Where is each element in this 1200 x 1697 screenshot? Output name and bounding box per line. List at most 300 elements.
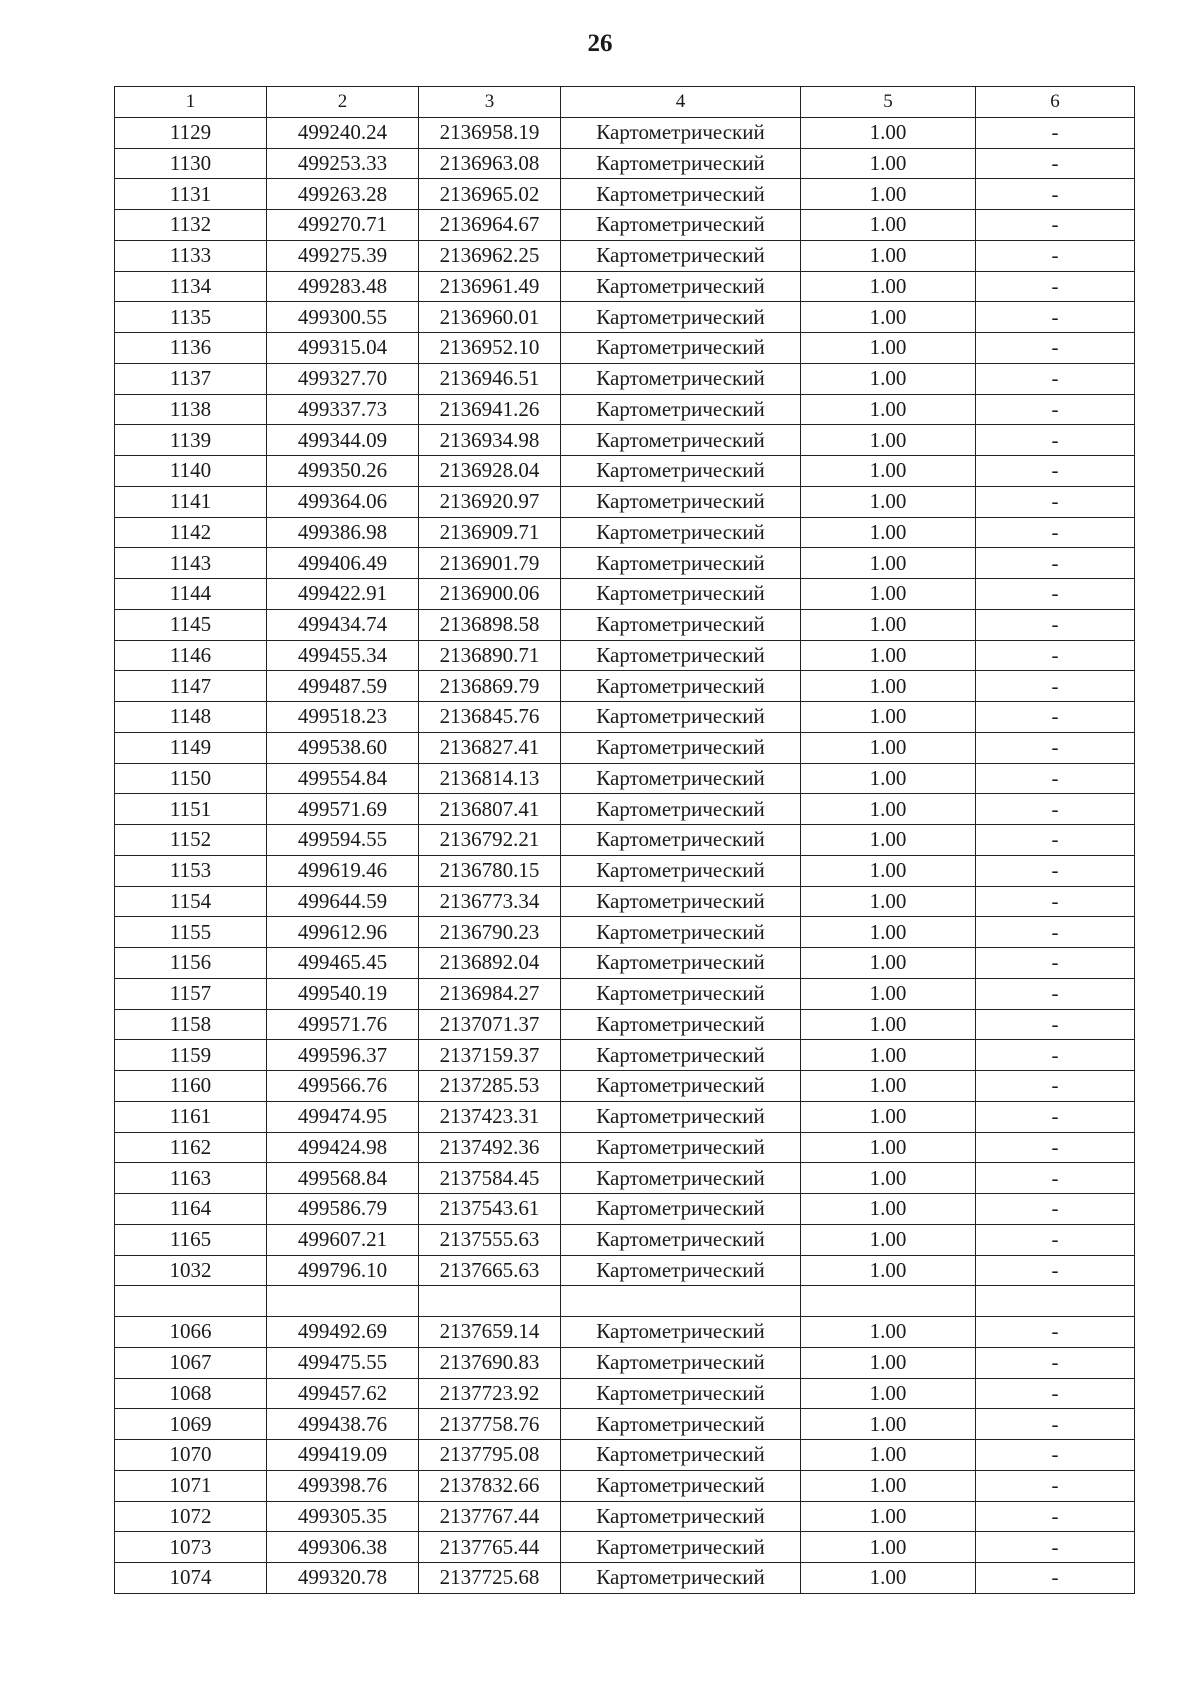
method-cell: Картометрический — [561, 148, 801, 179]
x-coordinate-cell: 499337.73 — [267, 394, 419, 425]
point-number-cell: 1163 — [115, 1163, 267, 1194]
method-cell: Картометрический — [561, 548, 801, 579]
accuracy-cell: 1.00 — [801, 456, 976, 487]
method-cell: Картометрический — [561, 732, 801, 763]
method-cell: Картометрический — [561, 363, 801, 394]
table-row — [115, 794, 1135, 825]
table-row — [115, 240, 1135, 271]
y-coordinate-cell: 2137071.37 — [419, 1009, 561, 1040]
x-coordinate-cell: 499594.55 — [267, 825, 419, 856]
description-cell: - — [976, 1163, 1135, 1194]
accuracy-cell: 1.00 — [801, 1194, 976, 1225]
x-coordinate-cell: 499566.76 — [267, 1071, 419, 1102]
table-row — [115, 609, 1135, 640]
method-cell: Картометрический — [561, 640, 801, 671]
page-number: 26 — [587, 30, 613, 57]
accuracy-cell: 1.00 — [801, 486, 976, 517]
y-coordinate-cell: 2137767.44 — [419, 1501, 561, 1532]
description-cell: - — [976, 948, 1135, 979]
y-coordinate-cell: 2136958.19 — [419, 117, 561, 148]
y-coordinate-cell: 2136963.08 — [419, 148, 561, 179]
y-coordinate-cell — [419, 1286, 561, 1317]
table-row — [115, 978, 1135, 1009]
y-coordinate-cell: 2137492.36 — [419, 1132, 561, 1163]
y-coordinate-cell: 2137795.08 — [419, 1440, 561, 1471]
point-number-cell: 1146 — [115, 640, 267, 671]
description-cell: - — [976, 1501, 1135, 1532]
x-coordinate-cell: 499571.69 — [267, 794, 419, 825]
point-number-cell: 1072 — [115, 1501, 267, 1532]
column-header-4: 4 — [561, 87, 801, 118]
point-number-cell: 1151 — [115, 794, 267, 825]
description-cell: - — [976, 148, 1135, 179]
method-cell: Картометрический — [561, 333, 801, 364]
description-cell: - — [976, 609, 1135, 640]
accuracy-cell: 1.00 — [801, 1440, 976, 1471]
point-number-cell: 1131 — [115, 179, 267, 210]
accuracy-cell: 1.00 — [801, 1163, 976, 1194]
table-row — [115, 1132, 1135, 1163]
x-coordinate-cell: 499586.79 — [267, 1194, 419, 1225]
table-row — [115, 1317, 1135, 1348]
y-coordinate-cell: 2136773.34 — [419, 886, 561, 917]
table-header-row — [115, 87, 1135, 118]
x-coordinate-cell: 499596.37 — [267, 1040, 419, 1071]
accuracy-cell: 1.00 — [801, 917, 976, 948]
x-coordinate-cell: 499644.59 — [267, 886, 419, 917]
y-coordinate-cell: 2136964.67 — [419, 210, 561, 241]
accuracy-cell: 1.00 — [801, 148, 976, 179]
x-coordinate-cell: 499538.60 — [267, 732, 419, 763]
point-number-cell: 1132 — [115, 210, 267, 241]
description-cell: - — [976, 825, 1135, 856]
y-coordinate-cell: 2136901.79 — [419, 548, 561, 579]
description-cell: - — [976, 1378, 1135, 1409]
description-cell: - — [976, 794, 1135, 825]
table-row — [115, 210, 1135, 241]
method-cell: Картометрический — [561, 271, 801, 302]
description-cell: - — [976, 117, 1135, 148]
point-number-cell: 1136 — [115, 333, 267, 364]
column-header-1: 1 — [115, 87, 267, 118]
x-coordinate-cell: 499796.10 — [267, 1255, 419, 1286]
point-number-cell: 1070 — [115, 1440, 267, 1471]
x-coordinate-cell: 499607.21 — [267, 1224, 419, 1255]
x-coordinate-cell: 499350.26 — [267, 456, 419, 487]
y-coordinate-cell: 2137543.61 — [419, 1194, 561, 1225]
table-row — [115, 148, 1135, 179]
method-cell: Картометрический — [561, 1101, 801, 1132]
method-cell: Картометрический — [561, 240, 801, 271]
y-coordinate-cell: 2137725.68 — [419, 1563, 561, 1594]
point-number-cell: 1139 — [115, 425, 267, 456]
accuracy-cell: 1.00 — [801, 1347, 976, 1378]
x-coordinate-cell: 499475.55 — [267, 1347, 419, 1378]
y-coordinate-cell: 2136962.25 — [419, 240, 561, 271]
table-row — [115, 763, 1135, 794]
method-cell: Картометрический — [561, 1132, 801, 1163]
table-row — [115, 517, 1135, 548]
point-number-cell: 1162 — [115, 1132, 267, 1163]
x-coordinate-cell: 499434.74 — [267, 609, 419, 640]
x-coordinate-cell: 499487.59 — [267, 671, 419, 702]
y-coordinate-cell: 2136965.02 — [419, 179, 561, 210]
y-coordinate-cell: 2137555.63 — [419, 1224, 561, 1255]
description-cell: - — [976, 179, 1135, 210]
method-cell: Картометрический — [561, 579, 801, 610]
description-cell: - — [976, 486, 1135, 517]
method-cell: Картометрический — [561, 671, 801, 702]
table-row — [115, 1163, 1135, 1194]
description-cell: - — [976, 1440, 1135, 1471]
accuracy-cell: 1.00 — [801, 1378, 976, 1409]
accuracy-cell: 1.00 — [801, 333, 976, 364]
column-header-6: 6 — [976, 87, 1135, 118]
x-coordinate-cell: 499406.49 — [267, 548, 419, 579]
description-cell: - — [976, 732, 1135, 763]
y-coordinate-cell: 2137423.31 — [419, 1101, 561, 1132]
y-coordinate-cell: 2136946.51 — [419, 363, 561, 394]
point-number-cell: 1067 — [115, 1347, 267, 1378]
x-coordinate-cell: 499253.33 — [267, 148, 419, 179]
description-cell: - — [976, 333, 1135, 364]
accuracy-cell: 1.00 — [801, 271, 976, 302]
accuracy-cell: 1.00 — [801, 1501, 976, 1532]
description-cell: - — [976, 394, 1135, 425]
point-number-cell: 1161 — [115, 1101, 267, 1132]
point-number-cell: 1150 — [115, 763, 267, 794]
table-row — [115, 640, 1135, 671]
description-cell: - — [976, 548, 1135, 579]
accuracy-cell: 1.00 — [801, 609, 976, 640]
accuracy-cell: 1.00 — [801, 640, 976, 671]
accuracy-cell: 1.00 — [801, 179, 976, 210]
table-row — [115, 486, 1135, 517]
point-number-cell: 1147 — [115, 671, 267, 702]
table-row — [115, 1286, 1135, 1317]
table-row — [115, 1101, 1135, 1132]
table-row — [115, 1563, 1135, 1594]
x-coordinate-cell: 499386.98 — [267, 517, 419, 548]
y-coordinate-cell: 2136961.49 — [419, 271, 561, 302]
x-coordinate-cell: 499306.38 — [267, 1532, 419, 1563]
accuracy-cell: 1.00 — [801, 548, 976, 579]
point-number-cell: 1134 — [115, 271, 267, 302]
table-body — [115, 117, 1135, 1593]
description-cell: - — [976, 363, 1135, 394]
accuracy-cell: 1.00 — [801, 363, 976, 394]
table-row — [115, 1440, 1135, 1471]
description-cell: - — [976, 1101, 1135, 1132]
method-cell: Картометрический — [561, 886, 801, 917]
x-coordinate-cell: 499619.46 — [267, 855, 419, 886]
accuracy-cell: 1.00 — [801, 210, 976, 241]
method-cell: Картометрический — [561, 394, 801, 425]
table-row — [115, 825, 1135, 856]
x-coordinate-cell: 499344.09 — [267, 425, 419, 456]
description-cell: - — [976, 579, 1135, 610]
point-number-cell: 1142 — [115, 517, 267, 548]
point-number-cell: 1141 — [115, 486, 267, 517]
accuracy-cell: 1.00 — [801, 763, 976, 794]
y-coordinate-cell: 2137665.63 — [419, 1255, 561, 1286]
y-coordinate-cell: 2136941.26 — [419, 394, 561, 425]
description-cell: - — [976, 1532, 1135, 1563]
method-cell: Картометрический — [561, 855, 801, 886]
method-cell: Картометрический — [561, 1040, 801, 1071]
y-coordinate-cell: 2137584.45 — [419, 1163, 561, 1194]
description-cell: - — [976, 1317, 1135, 1348]
accuracy-cell: 1.00 — [801, 1071, 976, 1102]
table-row — [115, 1409, 1135, 1440]
method-cell: Картометрический — [561, 948, 801, 979]
table-row — [115, 117, 1135, 148]
table-row — [115, 1470, 1135, 1501]
x-coordinate-cell: 499315.04 — [267, 333, 419, 364]
method-cell: Картометрический — [561, 1163, 801, 1194]
point-number-cell: 1159 — [115, 1040, 267, 1071]
method-cell: Картометрический — [561, 1255, 801, 1286]
y-coordinate-cell: 2136869.79 — [419, 671, 561, 702]
description-cell: - — [976, 210, 1135, 241]
accuracy-cell: 1.00 — [801, 1532, 976, 1563]
description-cell: - — [976, 671, 1135, 702]
description-cell: - — [976, 1470, 1135, 1501]
accuracy-cell: 1.00 — [801, 671, 976, 702]
method-cell: Картометрический — [561, 825, 801, 856]
method-cell: Картометрический — [561, 1009, 801, 1040]
y-coordinate-cell: 2136780.15 — [419, 855, 561, 886]
method-cell: Картометрический — [561, 1071, 801, 1102]
description-cell: - — [976, 425, 1135, 456]
method-cell: Картометрический — [561, 978, 801, 1009]
point-number-cell: 1153 — [115, 855, 267, 886]
accuracy-cell: 1.00 — [801, 1132, 976, 1163]
x-coordinate-cell: 499398.76 — [267, 1470, 419, 1501]
description-cell: - — [976, 1071, 1135, 1102]
table-row — [115, 1255, 1135, 1286]
description-cell: - — [976, 1009, 1135, 1040]
point-number-cell: 1144 — [115, 579, 267, 610]
y-coordinate-cell: 2136890.71 — [419, 640, 561, 671]
accuracy-cell: 1.00 — [801, 1563, 976, 1594]
point-number-cell: 1145 — [115, 609, 267, 640]
point-number-cell: 1138 — [115, 394, 267, 425]
description-cell: - — [976, 1194, 1135, 1225]
table-row — [115, 1040, 1135, 1071]
x-coordinate-cell: 499540.19 — [267, 978, 419, 1009]
method-cell: Картометрический — [561, 486, 801, 517]
y-coordinate-cell: 2136814.13 — [419, 763, 561, 794]
x-coordinate-cell: 499518.23 — [267, 702, 419, 733]
y-coordinate-cell: 2136900.06 — [419, 579, 561, 610]
x-coordinate-cell: 499571.76 — [267, 1009, 419, 1040]
point-number-cell: 1130 — [115, 148, 267, 179]
x-coordinate-cell: 499240.24 — [267, 117, 419, 148]
method-cell: Картометрический — [561, 1532, 801, 1563]
x-coordinate-cell: 499263.28 — [267, 179, 419, 210]
method-cell: Картометрический — [561, 1440, 801, 1471]
point-number-cell: 1066 — [115, 1317, 267, 1348]
table-row — [115, 917, 1135, 948]
column-header-2: 2 — [267, 87, 419, 118]
point-number-cell: 1137 — [115, 363, 267, 394]
table-row — [115, 1378, 1135, 1409]
method-cell: Картометрический — [561, 609, 801, 640]
y-coordinate-cell: 2137159.37 — [419, 1040, 561, 1071]
method-cell: Картометрический — [561, 1224, 801, 1255]
point-number-cell: 1148 — [115, 702, 267, 733]
accuracy-cell: 1.00 — [801, 1101, 976, 1132]
accuracy-cell: 1.00 — [801, 394, 976, 425]
table-row — [115, 394, 1135, 425]
description-cell: - — [976, 855, 1135, 886]
description-cell: - — [976, 1563, 1135, 1594]
accuracy-cell: 1.00 — [801, 240, 976, 271]
description-cell: - — [976, 240, 1135, 271]
table-row — [115, 548, 1135, 579]
y-coordinate-cell: 2136960.01 — [419, 302, 561, 333]
accuracy-cell: 1.00 — [801, 117, 976, 148]
description-cell: - — [976, 1347, 1135, 1378]
table-row — [115, 886, 1135, 917]
table-row — [115, 1224, 1135, 1255]
column-header-3: 3 — [419, 87, 561, 118]
accuracy-cell: 1.00 — [801, 732, 976, 763]
y-coordinate-cell: 2137690.83 — [419, 1347, 561, 1378]
method-cell: Картометрический — [561, 1409, 801, 1440]
description-cell: - — [976, 1040, 1135, 1071]
x-coordinate-cell: 499457.62 — [267, 1378, 419, 1409]
point-number-cell: 1074 — [115, 1563, 267, 1594]
accuracy-cell: 1.00 — [801, 517, 976, 548]
point-number-cell: 1157 — [115, 978, 267, 1009]
method-cell: Картометрический — [561, 1470, 801, 1501]
x-coordinate-cell: 499438.76 — [267, 1409, 419, 1440]
table-row — [115, 333, 1135, 364]
method-cell: Картометрический — [561, 517, 801, 548]
point-number-cell — [115, 1286, 267, 1317]
description-cell: - — [976, 302, 1135, 333]
point-number-cell: 1149 — [115, 732, 267, 763]
description-cell: - — [976, 1132, 1135, 1163]
point-number-cell: 1154 — [115, 886, 267, 917]
accuracy-cell: 1.00 — [801, 1009, 976, 1040]
y-coordinate-cell: 2136898.58 — [419, 609, 561, 640]
point-number-cell: 1032 — [115, 1255, 267, 1286]
table-row — [115, 1501, 1135, 1532]
point-number-cell: 1071 — [115, 1470, 267, 1501]
coordinates-table — [114, 86, 1135, 1594]
y-coordinate-cell: 2136845.76 — [419, 702, 561, 733]
method-cell: Картометрический — [561, 302, 801, 333]
table-row — [115, 179, 1135, 210]
point-number-cell: 1068 — [115, 1378, 267, 1409]
y-coordinate-cell: 2136790.23 — [419, 917, 561, 948]
table-row — [115, 1071, 1135, 1102]
description-cell: - — [976, 456, 1135, 487]
method-cell — [561, 1286, 801, 1317]
y-coordinate-cell: 2136909.71 — [419, 517, 561, 548]
accuracy-cell: 1.00 — [801, 702, 976, 733]
x-coordinate-cell: 499327.70 — [267, 363, 419, 394]
table-row — [115, 363, 1135, 394]
description-cell: - — [976, 1409, 1135, 1440]
point-number-cell: 1152 — [115, 825, 267, 856]
table-row — [115, 271, 1135, 302]
table-row — [115, 456, 1135, 487]
point-number-cell: 1156 — [115, 948, 267, 979]
x-coordinate-cell: 499320.78 — [267, 1563, 419, 1594]
x-coordinate-cell: 499568.84 — [267, 1163, 419, 1194]
description-cell: - — [976, 886, 1135, 917]
description-cell — [976, 1286, 1135, 1317]
method-cell: Картометрический — [561, 210, 801, 241]
accuracy-cell: 1.00 — [801, 1470, 976, 1501]
y-coordinate-cell: 2137765.44 — [419, 1532, 561, 1563]
x-coordinate-cell — [267, 1286, 419, 1317]
table-row — [115, 702, 1135, 733]
description-cell: - — [976, 763, 1135, 794]
method-cell: Картометрический — [561, 917, 801, 948]
method-cell: Картометрический — [561, 1317, 801, 1348]
point-number-cell: 1143 — [115, 548, 267, 579]
column-header-5: 5 — [801, 87, 976, 118]
method-cell: Картометрический — [561, 1378, 801, 1409]
x-coordinate-cell: 499424.98 — [267, 1132, 419, 1163]
accuracy-cell: 1.00 — [801, 855, 976, 886]
y-coordinate-cell: 2136934.98 — [419, 425, 561, 456]
table-row — [115, 948, 1135, 979]
method-cell: Картометрический — [561, 425, 801, 456]
description-cell: - — [976, 1255, 1135, 1286]
x-coordinate-cell: 499554.84 — [267, 763, 419, 794]
method-cell: Картометрический — [561, 456, 801, 487]
table-row — [115, 302, 1135, 333]
description-cell: - — [976, 702, 1135, 733]
x-coordinate-cell: 499275.39 — [267, 240, 419, 271]
description-cell: - — [976, 640, 1135, 671]
method-cell: Картометрический — [561, 1194, 801, 1225]
method-cell: Картометрический — [561, 1501, 801, 1532]
x-coordinate-cell: 499305.35 — [267, 1501, 419, 1532]
accuracy-cell: 1.00 — [801, 1040, 976, 1071]
method-cell: Картометрический — [561, 179, 801, 210]
description-cell: - — [976, 517, 1135, 548]
x-coordinate-cell: 499283.48 — [267, 271, 419, 302]
accuracy-cell: 1.00 — [801, 948, 976, 979]
table-row — [115, 671, 1135, 702]
table-row — [115, 1194, 1135, 1225]
x-coordinate-cell: 499422.91 — [267, 579, 419, 610]
accuracy-cell: 1.00 — [801, 302, 976, 333]
point-number-cell: 1165 — [115, 1224, 267, 1255]
point-number-cell: 1135 — [115, 302, 267, 333]
x-coordinate-cell: 499474.95 — [267, 1101, 419, 1132]
y-coordinate-cell: 2136920.97 — [419, 486, 561, 517]
table-row — [115, 579, 1135, 610]
accuracy-cell: 1.00 — [801, 1317, 976, 1348]
accuracy-cell: 1.00 — [801, 825, 976, 856]
accuracy-cell: 1.00 — [801, 1409, 976, 1440]
x-coordinate-cell: 499465.45 — [267, 948, 419, 979]
y-coordinate-cell: 2136984.27 — [419, 978, 561, 1009]
accuracy-cell — [801, 1286, 976, 1317]
accuracy-cell: 1.00 — [801, 1255, 976, 1286]
point-number-cell: 1129 — [115, 117, 267, 148]
x-coordinate-cell: 499455.34 — [267, 640, 419, 671]
y-coordinate-cell: 2137758.76 — [419, 1409, 561, 1440]
